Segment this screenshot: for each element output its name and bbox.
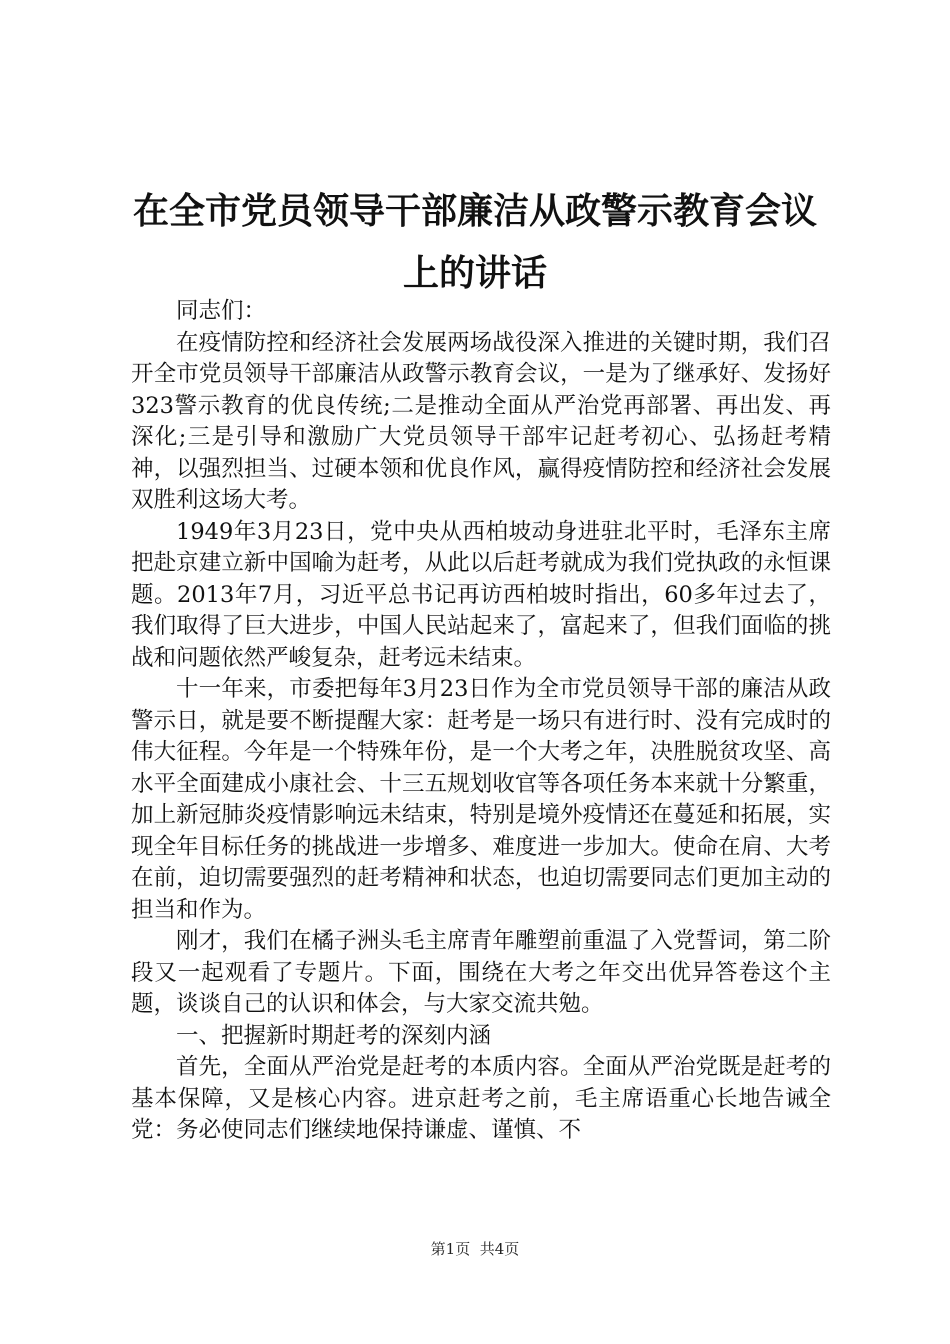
paragraph: 在疫情防控和经济社会发展两场战役深入推进的关键时期，我们召开全市党员领导干部廉洁从政警示教育会议，一是为了继承好、发扬好323警示教育的优良传统;二是推动全面从严治党再部署、再出发、再深化;三是引导和激励广大党员领导干部牢记赶考初心、弘扬赶考精神，以强烈担当、过硬本领和优良作风，赢得疫情防控和经济社会发展双胜利这场大考。 xyxy=(131,329,831,513)
paragraph: 1949年3月23日，党中央从西柏坡动身进驻北平时，毛泽东主席把赴京建立新中国喻为赶考，从此以后赶考就成为我们党执政的永恒课题。2013年7月，习近平总书记再访西柏坡时指出，60多年过去了，我们取得了巨大进步，中国人民站起来了，富起来了，但我们面临的挑战和问题依然严峻复杂，赶考远未结束。 xyxy=(131,518,831,671)
document-body xyxy=(131,296,831,1147)
paragraph: 十一年来，市委把每年3月23日作为全市党员领导干部的廉洁从政警示日，就是要不断提醒大家：赶考是一场只有进行时、没有完成时的伟大征程。今年是一个特殊年份，是一个大考之年，决胜脱贫攻坚、高水平全面建成小康社会、十三五规划收官等各项任务本来就十分繁重，加上新冠肺炎疫情影响远未结束，特别是境外疫情还在蔓延和拓展，实现全年目标任务的挑战进一步增多、难度进一步加大。使命在肩、大考在前，迫切需要强烈的赶考精神和状态，也迫切需要同志们更加主动的担当和作为。 xyxy=(131,676,831,923)
page-footer xyxy=(0,1239,950,1259)
page-total: 共4页 xyxy=(479,1240,520,1258)
page-number: 第1页 xyxy=(430,1240,471,1258)
document-title: 在全市党员领导干部廉洁从政警示教育会议上的讲话 xyxy=(132,191,817,294)
paragraph: 刚才，我们在橘子洲头毛主席青年雕塑前重温了入党誓词，第二阶段又一起观看了专题片。下面，围绕在大考之年交出优异答卷这个主题，谈谈自己的认识和体会，与大家交流共勉。 xyxy=(131,928,831,1017)
paragraph: 首先，全面从严治党是赶考的本质内容。全面从严治党既是赶考的基本保障，又是核心内容。进京赶考之前，毛主席语重心长地告诫全党：务必使同志们继续地保持谦虚、谨慎、不 xyxy=(131,1054,831,1143)
paragraph-salutation: 同志们： xyxy=(176,298,267,324)
section-heading: 一、把握新时期赶考的深刻内涵 xyxy=(176,1022,492,1049)
